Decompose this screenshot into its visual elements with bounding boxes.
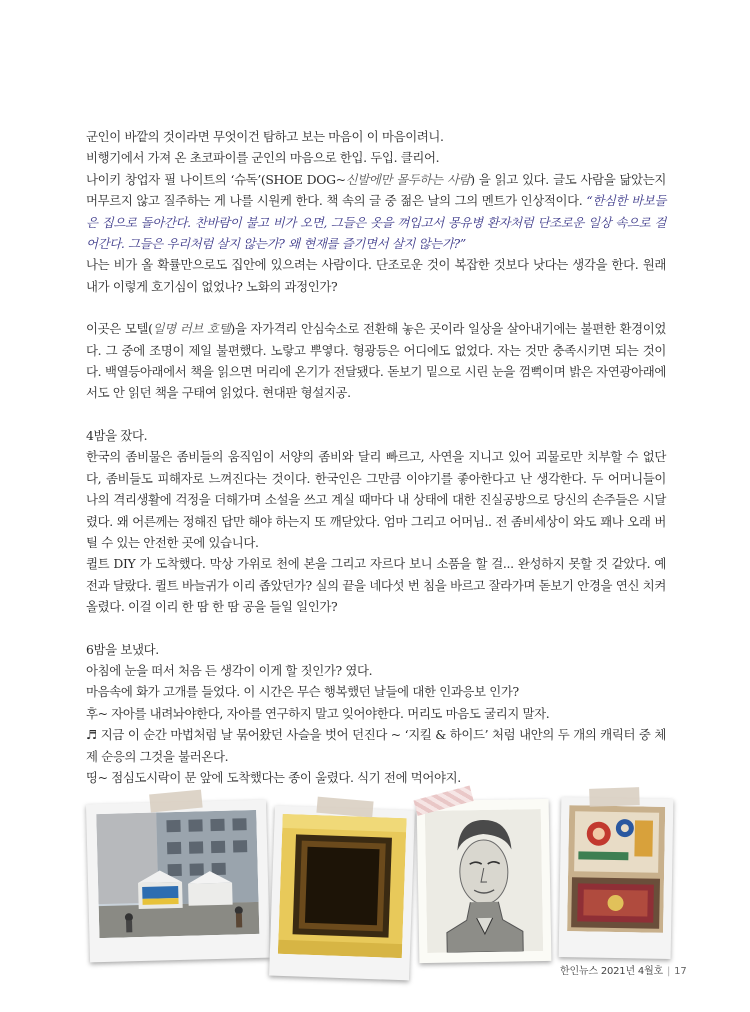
text-paragraph: 퀼트 DIY 가 도착했다. 막상 가위로 천에 본을 그리고 자르다 보니 소품을 할 걸... 완성하지 못할 것 같았다. 예전과 달랐다. 퀼트 바늘귀가 이리 좁았던가? 실의 끝을 네다섯 번 침을 바르고 잘라가며 돋보기 안경을 연신 치켜 올렸다. 이걸 이리 한 땀 한 땀 공을 들일 일인가?	[86, 556, 666, 615]
text-span: )을 자가격리 안심숙소로 전환해 놓은 곳이라 일상을 살아내기에는 불편한 환경이었다. 그 중에 조명이 제일 불편했다. 노랗고 뿌옇다. 형광등은 어디에도 없었다. 자는 것만 충족시키면 되는 것이다. 백열등아래에서 책을 읽으면 머리에 온기가 전달됐다. 돋보기 밑으로 시린 눈을 껌뻑이며 밝은 자연광아래에서도 안 읽던 책을 구태여 읽었다. 현대판 형설지공.	[86, 321, 666, 401]
text-line: 비행기에서 가져 온 초코파이를 군인의 마음으로 한입. 두입. 클리어.	[86, 150, 440, 166]
text-line: 후~ 자아를 내려놔야한다, 자아를 연구하지 말고 잊어야한다. 머리도 마음도 굴리지 말자.	[86, 705, 550, 721]
text-paragraph: 나는 비가 올 확률만으로도 집안에 있으려는 사람이다. 단조로운 것이 복잡한 것보다 낫다는 생각을 한다. 원래 내가 이렇게 호기심이 없었나? 노화의 과정인가?	[86, 257, 666, 294]
page-number: 17	[674, 966, 687, 977]
photo-frame-testing-site	[86, 800, 270, 963]
photo-frame-portrait	[417, 799, 552, 963]
book-subtitle-note: 신발에만 몰두하는 사람	[345, 171, 471, 187]
page-footer	[560, 962, 687, 977]
tape-decoration	[316, 797, 373, 818]
book-quote: “한심한 바보들은 집으로 돌아간다. 찬바람이 불고 비가 오면, 그들은 옷을 껴입고서 몽유병 환자처럼 단조로운 일상 속으로 걸어간다. 그들은 우리처럼 살지 않는가? 왜 현재를 즐기면서 살지 않는가?”	[86, 193, 666, 252]
photo-pencil-portrait	[425, 809, 543, 953]
photo-frame-quilt-kit	[559, 797, 674, 959]
text-span: ) 을 읽고 있다. 글도 사람을 닮았는지 머무르지 않고 질주하는 게 나를 시원케 한다. 책 속의 글 중 젊은 날의 그의 멘트가 인상적이다.	[86, 171, 666, 209]
text-paragraph	[86, 169, 666, 255]
tape-decoration	[589, 787, 640, 807]
text-line: 군인이 바깥의 것이라면 무엇이건 탐하고 보는 마음이 이 마음이려니.	[86, 129, 444, 144]
text-line: 띵~ 점심도시락이 문 앞에 도착했다는 종이 울렸다. 식기 전에 먹어야지.	[86, 769, 461, 785]
text-span: 이곳은 모텔(	[86, 321, 153, 337]
publication-name: 한인뉴스 2021년 4월호	[560, 966, 663, 977]
photo-window	[278, 814, 407, 958]
footer-divider: |	[667, 966, 671, 977]
section-heading: 6밤을 보냈다.	[86, 641, 159, 657]
text-line: 아침에 눈을 떠서 처음 든 생각이 이게 할 짓인가? 였다.	[86, 662, 373, 678]
text-span: 나이키 창업자 필 나이트의 ‘슈독’(SHOE DOG~	[86, 171, 346, 187]
tape-decoration	[149, 790, 202, 813]
text-paragraph	[86, 318, 666, 404]
text-paragraph: 한국의 좀비물은 좀비들의 움직임이 서양의 좀비와 달리 빠르고, 사연을 지니고 있어 괴물로만 치부할 수 없단다, 좀비들도 피해자로 느껴진다는 것이다. 한국인은 그만큼 이야기를 좋아한다고 난 생각한다. 두 어머니들이 나의 격리생활에 걱정을 더해가며 소설을 쓰고 계실 때마다 내 상태에 대한 진실공방으로 당신의 손주들은 시달렸다. 왜 어른께는 정해진 답만 해야 하는지 또 깨닫았다. 엄마 그리고 어머님.. 전 좀비세상이 와도 꽤나 오래 버틸 수 있는 안전한 곳에 있습니다.	[86, 449, 666, 550]
photo-quilt-kit	[567, 805, 665, 933]
article-body	[86, 126, 666, 788]
text-line: 마음속에 화가 고개를 들었다. 이 시간은 무슨 행복했던 날들에 대한 인과응보 인가?	[86, 684, 519, 700]
text-paragraph: ♬ 지금 이 순간 마법처럼 날 묶어왔던 사슬을 벗어 던진다 ~ ‘지킬 & 하이드’ 처럼 내안의 두 개의 캐릭터 중 체제 순응의 그것을 불러온다.	[86, 727, 666, 764]
photo-frame-window	[269, 806, 415, 981]
section-heading: 4밤을 잤다.	[86, 427, 148, 443]
photo-testing-site	[96, 810, 259, 938]
motel-note: 일명 러브 호텔	[152, 321, 231, 337]
